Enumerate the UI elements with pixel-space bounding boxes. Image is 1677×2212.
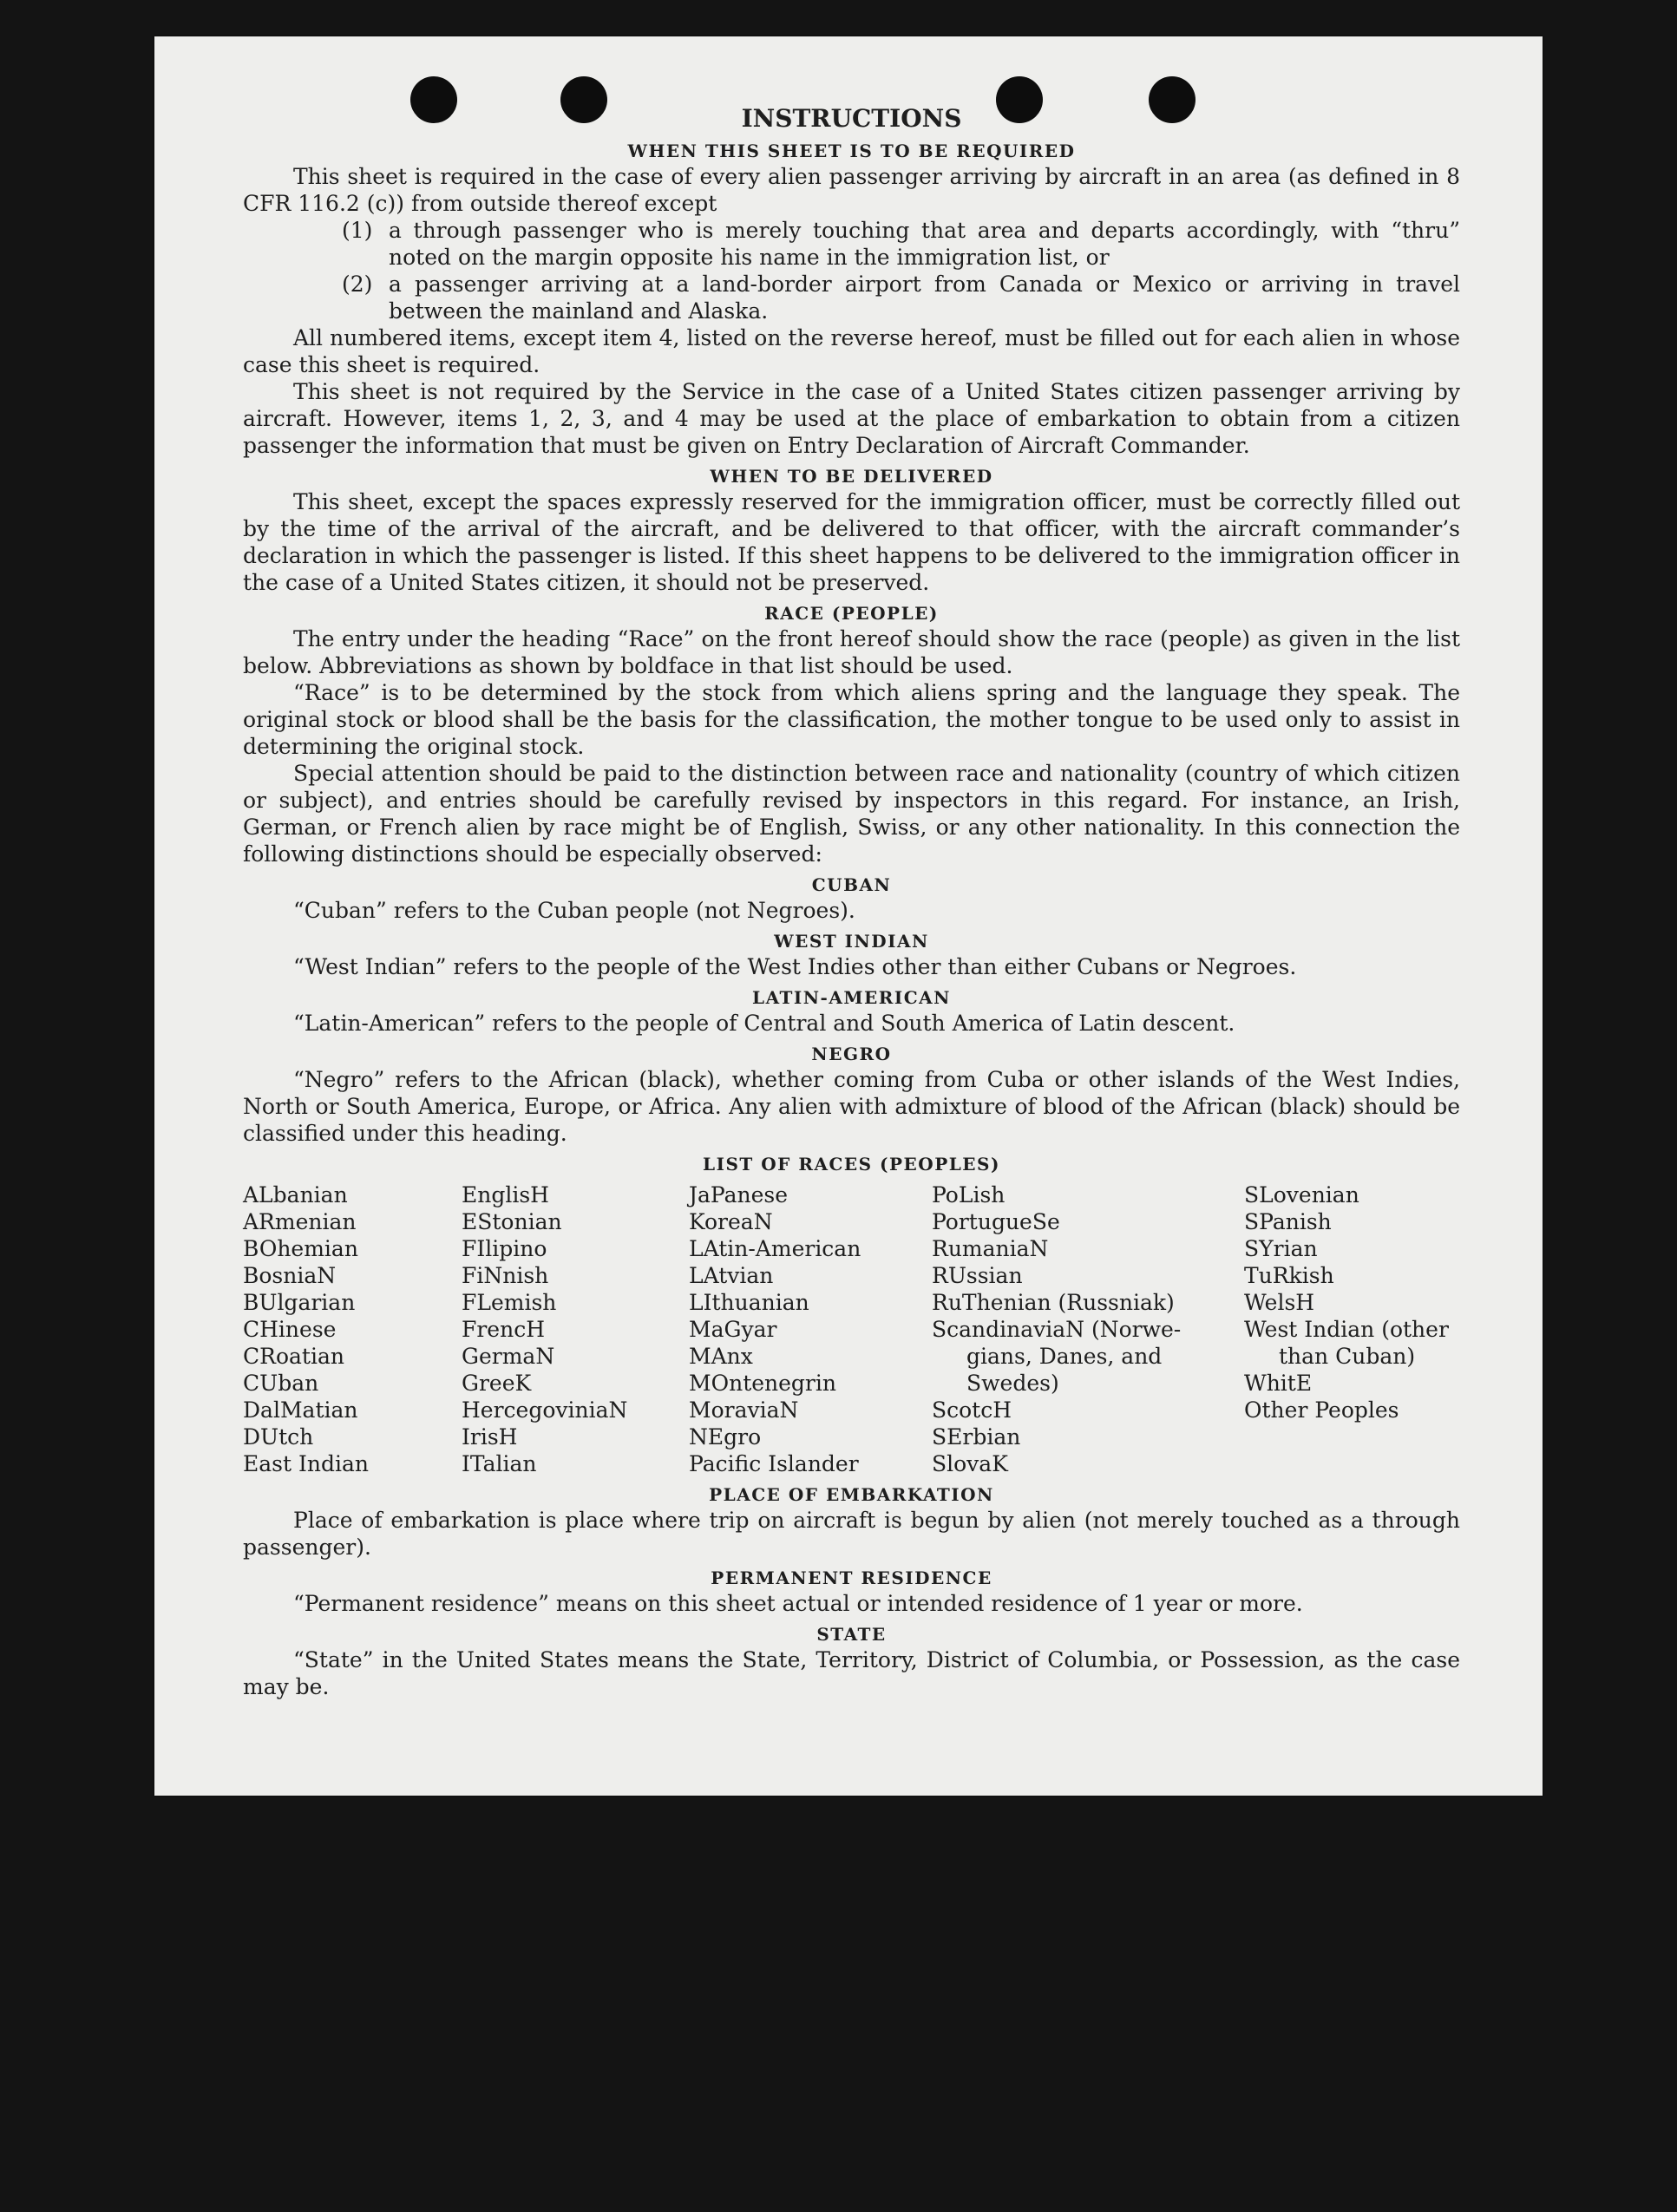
paragraph: “Cuban” refers to the Cuban people (not Negroes). — [293, 898, 855, 923]
race-entry: EnglisH — [462, 1182, 549, 1207]
paragraph: This sheet is not required by the Service in the case of a United States citizen passenger arriving by aircraft. However, items 1, 2, 3, and 4 may be used at the place of embarkation to obtain from a citizen passenger the information that must be given on Entry Declaration of Aircraft Commander. — [243, 379, 1460, 458]
paragraph: “Race” is to be determined by the stock from which aliens spring and the language they speak. The original stock or blood shall be the basis for the classification, the mother tongue to be used only to assist in determining the original stock. — [243, 680, 1460, 759]
paragraph: Place of embarkation is place where trip on aircraft is begun by alien (not merely touched as a through passenger). — [243, 1508, 1460, 1560]
race-entry: than Cuban) — [1279, 1344, 1416, 1369]
race-entry: FIlipino — [462, 1236, 547, 1261]
heading-negro: NEGRO — [811, 1044, 892, 1064]
page-title: INSTRUCTIONS — [741, 104, 962, 133]
paragraph: This sheet, except the spaces expressly reserved for the immigration officer, must be correctly filled out by the time of the arrival of the aircraft, and be delivered to that officer, with the aircraft commander’s declaration in which the passenger is listed. If this sheet happens to be delivered to the immigration officer in the case of a United States citizen, it should not be preserved. — [243, 489, 1460, 595]
races-column — [243, 1181, 462, 1477]
race-entry: BOhemian — [243, 1236, 358, 1261]
race-entry: JaPanese — [689, 1182, 789, 1207]
paragraph: “Negro” refers to the African (black), whether coming from Cuba or other islands of the West Indies, North or South America, Europe, or Africa. Any alien with admixture of blood of the African (black) should be classified under this heading. — [243, 1067, 1460, 1146]
item-number: (2) — [342, 272, 373, 297]
race-entry: PortugueSe — [932, 1209, 1060, 1234]
race-entry: CRoatian — [243, 1344, 344, 1369]
race-entry: SYrian — [1244, 1236, 1318, 1261]
race-entry: SErbian — [932, 1424, 1021, 1450]
race-entry: SPanish — [1244, 1209, 1332, 1234]
race-entry: West Indian (other — [1244, 1317, 1449, 1342]
race-entry: BUlgarian — [243, 1290, 356, 1315]
exception-item — [342, 271, 1460, 324]
race-entry: RuThenian (Russniak) — [932, 1290, 1175, 1315]
race-entry: ARmenian — [243, 1209, 357, 1234]
item-number: (1) — [342, 218, 373, 243]
race-entry: PoLish — [932, 1182, 1006, 1207]
exception-item — [342, 217, 1460, 271]
race-entry: NEgro — [689, 1424, 762, 1450]
races-column — [932, 1181, 1187, 1477]
races-column — [1244, 1181, 1460, 1477]
race-entry: Pacific Islander — [689, 1451, 859, 1476]
item-text: a through passenger who is merely touching that area and departs accordingly, with “thru” noted on the margin opposite his name in the immigration list, or — [389, 218, 1460, 270]
race-entry: WelsH — [1244, 1290, 1315, 1315]
heading-latin-american: LATIN-AMERICAN — [752, 987, 951, 1008]
race-entry: SlovaK — [932, 1451, 1008, 1476]
race-entry: DUtch — [243, 1424, 314, 1450]
race-entry: LAtvian — [689, 1263, 774, 1288]
race-entry: DalMatian — [243, 1397, 358, 1423]
race-entry: GreeK — [462, 1371, 532, 1396]
race-entry: LIthuanian — [689, 1290, 809, 1315]
race-entry: BosniaN — [243, 1263, 337, 1288]
race-entry: EStonian — [462, 1209, 562, 1234]
race-entry: FiNnish — [462, 1263, 549, 1288]
heading-state: STATE — [816, 1624, 887, 1645]
race-entry: Swedes) — [966, 1371, 1059, 1396]
heading-when-delivered: WHEN TO BE DELIVERED — [710, 466, 993, 487]
paragraph: “West Indian” refers to the people of the West Indies other than either Cubans or Negroes. — [293, 954, 1297, 979]
race-entry: East Indian — [243, 1451, 369, 1476]
race-entry: ScandinaviaN (Norwe- — [932, 1317, 1182, 1342]
race-entry: RUssian — [932, 1263, 1023, 1288]
race-entry: IrisH — [462, 1424, 518, 1450]
paragraph: “Permanent residence” means on this sheet actual or intended residence of 1 year or more. — [293, 1591, 1303, 1616]
heading-list-of-races: LIST OF RACES (PEOPLES) — [703, 1154, 1000, 1175]
races-table — [243, 1181, 1460, 1477]
race-entry: ScotcH — [932, 1397, 1012, 1423]
race-entry: FLemish — [462, 1290, 557, 1315]
race-entry: WhitE — [1244, 1371, 1313, 1396]
race-entry: LAtin-American — [689, 1236, 861, 1261]
race-entry: MaGyar — [689, 1317, 777, 1342]
race-entry: Other Peoples — [1244, 1397, 1399, 1423]
heading-when-required: WHEN THIS SHEET IS TO BE REQUIRED — [627, 141, 1076, 161]
race-entry: CUban — [243, 1371, 319, 1396]
race-entry: HercegoviniaN — [462, 1397, 628, 1423]
races-column — [462, 1181, 689, 1477]
race-entry: MAnx — [689, 1344, 753, 1369]
paragraph: “Latin-American” refers to the people of Central and South America of Latin descent. — [293, 1011, 1235, 1036]
race-entry: ITalian — [462, 1451, 537, 1476]
race-entry: FrencH — [462, 1317, 545, 1342]
race-entry: CHinese — [243, 1317, 337, 1342]
item-text: a passenger arriving at a land-border airport from Canada or Mexico or arriving in travel between the mainland and Alaska. — [389, 272, 1460, 324]
race-entry: GermaN — [462, 1344, 555, 1369]
race-entry: ALbanian — [243, 1182, 348, 1207]
paragraph: Special attention should be paid to the distinction between race and nationality (country of which citizen or subject), and entries should be carefully revised by inspectors in this regard. For instance, an Irish, German, or French alien by race might be of English, Swiss, or any other nationality. In this connection the following distinctions should be especially observed: — [243, 761, 1460, 867]
race-entry: gians, Danes, and — [966, 1344, 1163, 1369]
paragraph: This sheet is required in the case of every alien passenger arriving by aircraft in an area (as defined in 8 CFR 116.2 (c)) from outside thereof except — [243, 164, 1460, 216]
race-entry: RumaniaN — [932, 1236, 1049, 1261]
races-column — [689, 1181, 932, 1477]
race-entry: KoreaN — [689, 1209, 773, 1234]
race-entry: MoraviaN — [689, 1397, 799, 1423]
heading-cuban: CUBAN — [811, 874, 892, 895]
race-entry: TuRkish — [1244, 1263, 1334, 1288]
document-page — [154, 36, 1543, 1796]
heading-permanent-residence: PERMANENT RESIDENCE — [711, 1567, 992, 1588]
paragraph: “State” in the United States means the State, Territory, District of Columbia, or Possession, as the case may be. — [243, 1647, 1460, 1699]
heading-place-of-embarkation: PLACE OF EMBARKATION — [709, 1484, 994, 1505]
heading-race: RACE (PEOPLE) — [764, 603, 939, 624]
paragraph: All numbered items, except item 4, listed on the reverse hereof, must be filled out for each alien in whose case this sheet is required. — [243, 325, 1460, 377]
heading-west-indian: WEST INDIAN — [774, 931, 929, 952]
race-entry: SLovenian — [1244, 1182, 1359, 1207]
race-entry: MOntenegrin — [689, 1371, 836, 1396]
instructions-body — [243, 104, 1460, 1700]
paragraph: The entry under the heading “Race” on the front hereof should show the race (people) as given in the list below. Abbreviations as shown by boldface in that list should be used. — [243, 626, 1460, 678]
